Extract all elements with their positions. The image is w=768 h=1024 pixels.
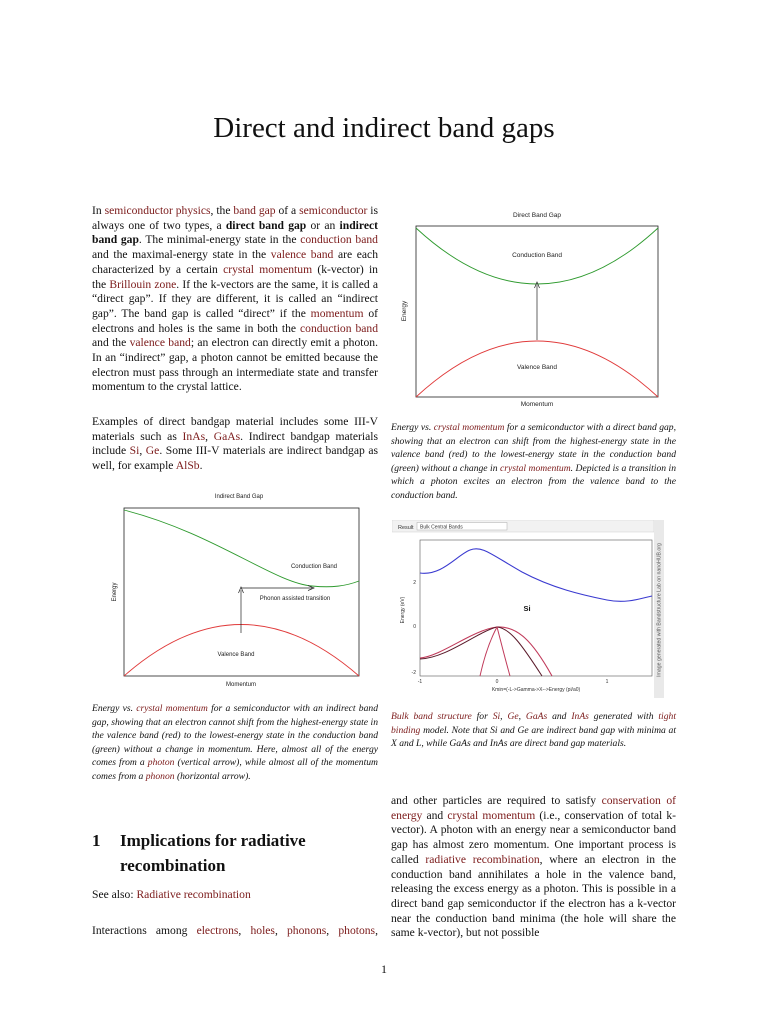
examples-paragraph xyxy=(92,415,378,474)
figure-title: Indirect Band Gap xyxy=(214,494,264,500)
y-tick-label: 2 xyxy=(413,580,416,586)
plot-frame xyxy=(124,508,359,676)
text: , the xyxy=(210,204,231,217)
text: , xyxy=(238,924,242,937)
link-ge-caption[interactable]: Ge xyxy=(507,711,519,722)
indirect-band-gap-figure xyxy=(104,488,374,692)
y-axis-label: Energy (eV) xyxy=(400,596,406,624)
link-si-caption[interactable]: Si xyxy=(492,711,501,722)
link-tight-binding[interactable]: tight binding xyxy=(391,711,676,736)
y-axis-label: Energy xyxy=(112,582,118,602)
conduction-band-curve xyxy=(124,510,359,587)
conduction-band-label: Conduction Band xyxy=(290,564,338,570)
text: , xyxy=(518,711,522,722)
x-axis-label: Momentum xyxy=(520,401,554,408)
link-phonon[interactable]: phonon xyxy=(145,770,175,782)
text: . If the k-vectors are the same, it is called a “direct gap”. If they are different, it is called an “indirect gap”. The band gap is called “direct” if the xyxy=(92,277,378,320)
text: . Some III-V materials are indirect bandgap as well, for example xyxy=(92,444,378,473)
result-label: Result xyxy=(398,525,414,531)
section-number: 1 xyxy=(92,831,101,850)
direct-band-gap-figure xyxy=(392,205,682,410)
valence-band-label: Valence Band xyxy=(517,364,557,371)
link-conservation-of-energy[interactable]: conservation of energy xyxy=(391,794,676,822)
text: and xyxy=(552,711,567,722)
text: (horizontal arrow). xyxy=(176,770,251,782)
link-gaas-caption[interactable]: GaAs xyxy=(525,711,548,722)
page-number: 1 xyxy=(381,962,387,976)
link-electrons[interactable]: electrons xyxy=(196,924,239,937)
text: (i.e., conservation of total k-vector). A photon with an energy near a semiconductor band gap has almost zero momentum. One important process is called xyxy=(391,808,676,866)
link-holes[interactable]: holes xyxy=(250,924,275,937)
link-momentum[interactable]: momentum xyxy=(310,306,364,320)
phonon-label: Phonon assisted transition xyxy=(259,596,331,602)
text: Examples of direct bandgap material includes some III-V materials such as xyxy=(92,415,378,443)
link-photons[interactable]: photons xyxy=(338,924,376,937)
text: of electrons and holes is the same in both the xyxy=(92,306,378,335)
y-axis-label: Energy xyxy=(401,300,408,322)
link-crystal-momentum-caption[interactable]: crystal momentum xyxy=(433,422,505,433)
link-ge[interactable]: Ge xyxy=(145,444,160,458)
link-conduction-band-2[interactable]: conduction band xyxy=(300,321,378,335)
direct-figure-caption xyxy=(391,421,676,503)
link-photon[interactable]: photon xyxy=(147,757,175,769)
figure-title: Direct Band Gap xyxy=(512,212,562,219)
link-valence-band[interactable]: valence band xyxy=(270,248,334,262)
text: . The minimal-energy state in the xyxy=(138,233,297,247)
link-si[interactable]: Si xyxy=(129,444,140,458)
bulk-figure-caption xyxy=(391,710,676,751)
text: generated with xyxy=(593,711,654,722)
link-inas[interactable]: InAs xyxy=(182,429,206,443)
link-band-gap[interactable]: band gap xyxy=(233,204,276,217)
link-conduction-band[interactable]: conduction band xyxy=(300,233,378,247)
link-brillouin-zone[interactable]: Brillouin zone xyxy=(109,277,177,291)
page-title: Direct and indirect band gaps xyxy=(213,112,555,144)
text: , xyxy=(139,444,143,458)
material-label: Si xyxy=(523,604,531,613)
text: , xyxy=(326,924,330,937)
text: Interactions among xyxy=(92,924,188,937)
text: (k-vector) in the xyxy=(92,262,378,291)
valence-band-curve xyxy=(124,625,359,677)
side-credit-text: Image generated with Bandstructure Lab on nanoHUB.org xyxy=(656,543,663,677)
intro-paragraph xyxy=(92,204,378,395)
section-title: Implications for radiative recombination xyxy=(120,831,306,875)
link-radiative-recombination[interactable]: Radiative recombination xyxy=(136,888,251,901)
y-tick-label: -2 xyxy=(411,670,416,676)
x-tick-label: 0 xyxy=(495,679,499,685)
text: for a semiconductor with an indirect band gap, showing that an electron cannot shift from the highest-energy state in the valence band (red) to the lowest-energy state in the conduction band (green) without a change in momentum. Here, almost all of the energy comes from a xyxy=(92,703,378,769)
text: for xyxy=(476,711,488,722)
term-direct-band-gap: direct band gap xyxy=(225,218,307,232)
section-heading xyxy=(92,828,382,878)
link-inas-caption[interactable]: InAs xyxy=(571,711,589,722)
link-semiconductor-physics[interactable]: semiconductor physics xyxy=(104,204,211,217)
link-band-structure[interactable]: band structure xyxy=(413,711,472,722)
x-tick-label: 1 xyxy=(605,679,609,685)
conduction-band-label: Conduction Band xyxy=(512,252,562,259)
text: . xyxy=(199,459,203,473)
term-indirect-band-gap: indirect band gap xyxy=(92,218,378,247)
text: . Indirect bandgap materials include xyxy=(92,429,378,458)
text: In xyxy=(92,204,102,217)
text: . Depicted is a transition in which a photon excites an electron from the valence band to the conduction band. xyxy=(391,462,676,501)
text: and the maximal-energy state in the xyxy=(92,248,267,262)
text: is always one of two types, a xyxy=(92,204,378,232)
text: and the xyxy=(92,336,127,350)
link-bulk[interactable]: Bulk xyxy=(391,711,409,722)
text: for a semiconductor with a direct band gap, showing that an electron can shift from the highest-energy state in the valence band (red) to the lowest-energy state in the conduction band (green) without a change in xyxy=(391,422,677,474)
link-alsb[interactable]: AlSb xyxy=(175,459,200,473)
interactions-paragraph xyxy=(92,924,378,939)
see-also-label: See also: xyxy=(92,888,134,901)
x-axis-label: Momentum xyxy=(225,682,257,688)
text: , xyxy=(205,429,208,443)
link-phonons[interactable]: phonons xyxy=(287,924,327,937)
indirect-figure-caption xyxy=(92,702,378,784)
text: and other particles are required to satisfy xyxy=(391,794,597,807)
result-value: Bulk Central Bands xyxy=(420,524,463,531)
link-crystal-momentum-caption-2[interactable]: crystal momentum xyxy=(499,462,571,474)
valence-band-label: Valence Band xyxy=(217,652,255,658)
text: , xyxy=(500,711,503,722)
link-radiative-recombination-2[interactable]: radiative recombination xyxy=(425,852,540,866)
text: , xyxy=(274,924,278,937)
see-also xyxy=(92,888,378,903)
text: and xyxy=(426,808,444,822)
link-crystal-momentum-caption-3[interactable]: crystal momentum xyxy=(136,703,208,714)
x-tick-label: -1 xyxy=(417,679,423,685)
text: of a xyxy=(278,204,297,217)
y-tick-label: 0 xyxy=(413,624,416,630)
link-crystal-momentum-right[interactable]: crystal momentum xyxy=(447,808,536,822)
text: , where an electron in the conduction band annihilates a hole in the valence band, releasing the excess energy as a photon. This is possible in a direct band gap semiconductor if the electron has a k-vector near the conduction band minima (the hole will share the same k-vector), but not possible xyxy=(391,852,676,940)
text: model. Note that Si and Ge are indirect band gap with minima at X and L, while GaAs and InAs are direct band gap materials. xyxy=(391,724,676,750)
text: are each characterized by a certain xyxy=(92,248,378,276)
link-semiconductor[interactable]: semiconductor xyxy=(299,204,368,217)
x-axis-label: Kmin=(-L->Gamma->X-->Energy (pi/a0) xyxy=(491,687,581,693)
right-column-paragraph xyxy=(391,794,676,941)
link-crystal-momentum[interactable]: crystal momentum xyxy=(223,262,313,276)
text: (vertical arrow), while almost all of the momentum comes from a xyxy=(92,757,378,782)
text: Energy vs. xyxy=(391,422,432,433)
link-valence-band-2[interactable]: valence band xyxy=(129,336,191,350)
text: Energy vs. xyxy=(92,703,134,714)
text: , xyxy=(375,924,378,937)
text: ; an electron can directly emit a photon. In an “indirect” gap, a photon cannot be emitted because the electron must pass through an intermediate state and transfer momentum to the crystal lattice. xyxy=(92,336,378,394)
link-gaas[interactable]: GaAs xyxy=(213,429,241,443)
text: or an xyxy=(310,218,336,232)
bulk-band-structure-figure xyxy=(392,520,664,698)
